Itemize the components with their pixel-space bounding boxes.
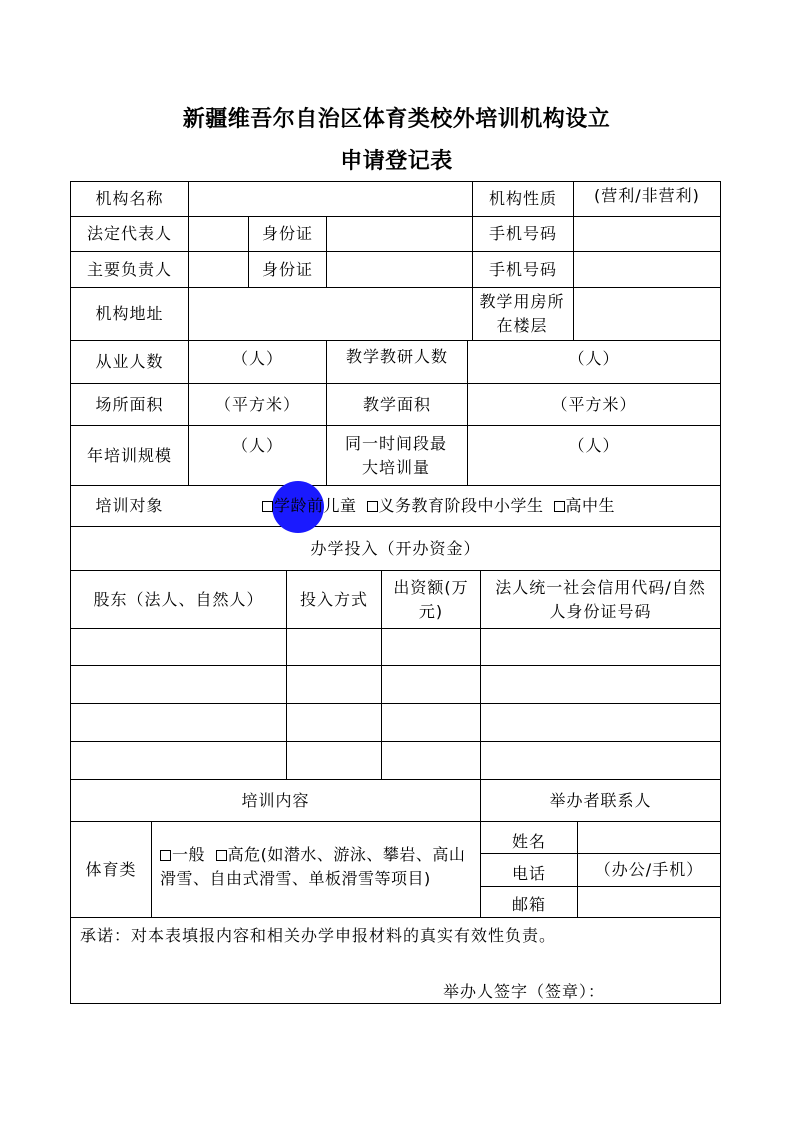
sports-options: [160, 843, 480, 903]
option-general-label: 一般: [172, 845, 206, 864]
org-nature-label: 机构性质: [488, 189, 557, 208]
contact-name-field[interactable]: [578, 822, 720, 853]
option-high-school[interactable]: [554, 494, 616, 518]
shareholder-col-header: 股东（法人、自然人）: [93, 589, 264, 609]
address-label: 机构地址: [95, 304, 164, 323]
address-field[interactable]: [189, 288, 472, 340]
contact-phone-label: 电话: [512, 864, 547, 883]
method-col-header: 投入方式: [299, 589, 368, 609]
training-scale-label: 年培训规模: [86, 445, 172, 465]
option-compulsory[interactable]: [367, 494, 544, 518]
org-nature-value[interactable]: (营利/非营利): [594, 186, 700, 205]
form-title-line2: 申请登记表: [340, 149, 453, 174]
teaching-area-field[interactable]: （平方米）: [551, 394, 637, 414]
amount-col-header: 出资额(万元): [393, 577, 469, 621]
option-compulsory-label: 义务教育阶段中小学生: [378, 496, 544, 515]
option-high-risk[interactable]: [160, 845, 465, 888]
training-scale-field[interactable]: （人）: [231, 436, 283, 455]
sports-category-label: 体育类: [85, 859, 137, 879]
checkbox-icon[interactable]: [216, 850, 227, 861]
principal-phone-field[interactable]: [574, 252, 720, 287]
credit-code-col-header: 法人统一社会信用代码/自然人身份证号码: [495, 577, 706, 621]
table-border-right: [720, 181, 721, 1004]
org-name-label: 机构名称: [95, 189, 164, 208]
option-high-school-label: 高中生: [565, 496, 616, 515]
max-capacity-field[interactable]: （人）: [568, 436, 620, 455]
venue-area-label: 场所面积: [95, 394, 164, 414]
signature-label: 举办人签字（签章）：: [443, 982, 606, 1001]
contact-phone-field[interactable]: （办公/手机）: [594, 860, 704, 879]
teaching-staff-label: 教学教研人数: [345, 347, 448, 366]
legal-rep-field[interactable]: [189, 217, 248, 251]
principal-id-label: 身份证: [261, 259, 313, 279]
organizer-contact-header: 举办者联系人: [549, 790, 652, 810]
floor-label: 教学用房所在楼层: [479, 292, 565, 335]
option-high-risk-label: 高危(如潜水、游泳、攀岩、高山滑雪、自由式滑雪、单板滑雪等项目): [160, 845, 466, 888]
org-name-field[interactable]: [189, 182, 472, 216]
principal-phone-label: 手机号码: [488, 259, 557, 279]
teaching-staff-field[interactable]: （人）: [568, 349, 620, 368]
checkbox-icon[interactable]: [160, 850, 171, 861]
legal-rep-phone-field[interactable]: [574, 217, 720, 251]
option-preschool[interactable]: [262, 494, 357, 518]
legal-rep-phone-label: 手机号码: [488, 224, 557, 243]
principal-field[interactable]: [189, 252, 248, 287]
max-capacity-label: 同一时间段最大培训量: [345, 433, 448, 477]
staff-label: 从业人数: [95, 352, 164, 371]
contact-email-field[interactable]: [578, 887, 720, 917]
contact-email-label: 邮箱: [512, 895, 547, 914]
checkbox-icon[interactable]: [554, 501, 565, 512]
teaching-area-label: 教学面积: [362, 394, 431, 414]
form-title-line1: 新疆维吾尔自治区体育类校外培训机构设立: [182, 107, 611, 132]
principal-id-field[interactable]: [327, 252, 472, 287]
checkbox-icon[interactable]: [262, 501, 273, 512]
training-content-header: 培训内容: [241, 790, 310, 810]
option-general[interactable]: [160, 845, 205, 864]
legal-rep-id-field[interactable]: [327, 217, 472, 251]
option-preschool-label: 学龄前儿童: [274, 496, 357, 515]
principal-label: 主要负责人: [86, 259, 172, 279]
venue-area-field[interactable]: （平方米）: [214, 394, 300, 414]
legal-rep-label: 法定代表人: [86, 224, 172, 243]
checkbox-icon[interactable]: [367, 501, 378, 512]
legal-rep-id-label: 身份证: [261, 224, 313, 243]
pledge-text: 承诺：对本表填报内容和相关办学申报材料的真实有效性负责。: [80, 926, 557, 945]
training-target-label: 培训对象: [95, 496, 164, 515]
contact-name-label: 姓名: [512, 832, 547, 851]
investment-header: 办学投入（开办资金）: [310, 538, 481, 558]
training-target-options: [262, 486, 717, 526]
floor-field[interactable]: [574, 288, 720, 340]
staff-field[interactable]: （人）: [231, 349, 283, 368]
